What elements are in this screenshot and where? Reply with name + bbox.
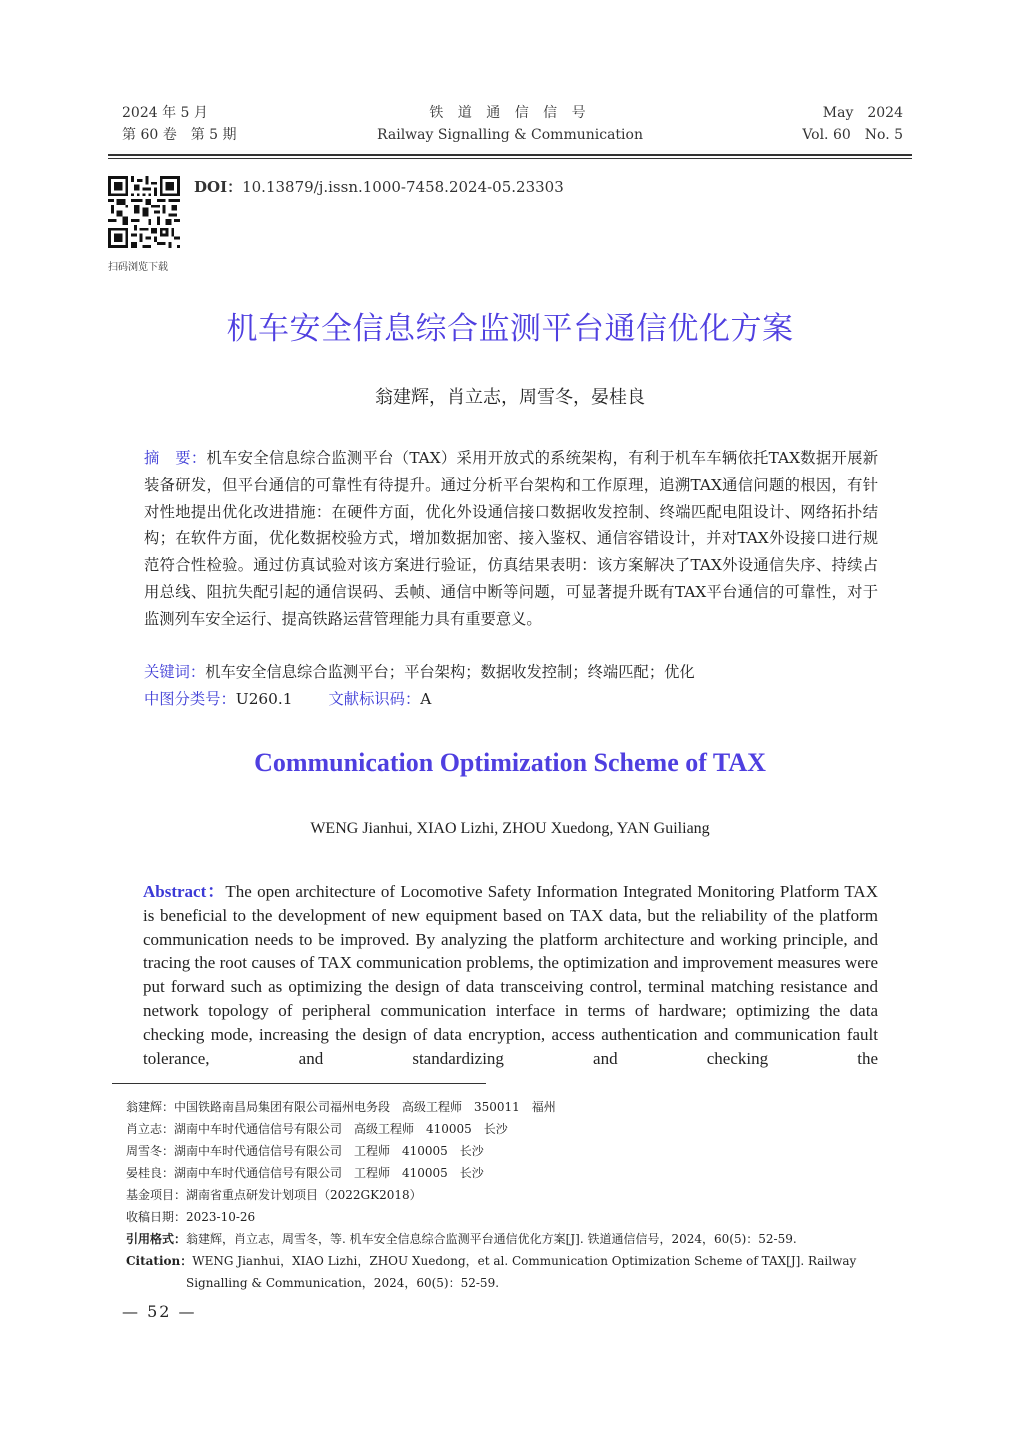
- footnotes: [126, 1096, 920, 1294]
- received-date: 收稿日期：2023-10-26: [126, 1210, 256, 1224]
- doi-value[interactable]: 10.13879/j.issn.1000-7458.2024-05.23303: [242, 178, 564, 196]
- doi-line[interactable]: [194, 176, 564, 197]
- doi-label: DOI：: [194, 178, 243, 196]
- header-date-en: May 2024: [822, 105, 903, 121]
- doc-code-value: A: [420, 690, 432, 708]
- keywords-text: 机车安全信息综合监测平台；平台架构；数据收发控制；终端匹配；优化: [205, 663, 695, 681]
- doc-code-label: 文献标识码：: [328, 690, 421, 708]
- affiliation-yan: 晏桂良：湖南中车时代通信信号有限公司 工程师 410005 长沙: [126, 1166, 484, 1180]
- clc-value: U260.1: [235, 690, 293, 708]
- citation-en-label: Citation：: [126, 1254, 193, 1268]
- journal-name-cn: 铁 道 通 信 信 号: [429, 105, 591, 121]
- title-en: Communication Optimization Scheme of TAX: [254, 748, 766, 777]
- page-number: — 52 —: [122, 1302, 197, 1321]
- classification-line: [144, 686, 878, 713]
- abstract-cn-label: 摘 要：: [144, 449, 207, 467]
- citation-en: [126, 1250, 920, 1294]
- abstract-en-label: Abstract：: [143, 882, 226, 901]
- affiliation-xiao: 肖立志：湖南中车时代通信信号有限公司 高级工程师 410005 长沙: [126, 1122, 508, 1136]
- header-rule-thick: [108, 154, 912, 156]
- abstract-en: [143, 880, 878, 1070]
- abstract-cn-text: 机车安全信息综合监测平台（TAX）采用开放式的系统架构，有利于机车车辆依托TAX数据开展新装备研发，但平台通信的可靠性有待提升。通过分析平台架构和工作原理，追溯TAX通信问题的根因，有针对性地提出优化改进措施：在硬件方面，优化外设通信接口数据收发控制、终端匹配电阻设计、网络拓扑结构；在软件方面，优化数据校验方式，增加数据加密、接入鉴权、通信容错设计，并对TAX外设接口进行规范符合性检验。通过仿真试验对该方案进行验证，仿真结果表明：该方案解决了TAX外设通信失序、持续占用总线、阻抗失配引起的通信误码、丢帧、通信中断等问题，可显著提升既有TAX平台通信的可靠性，对于监测列车安全运行、提高铁路运营管理能力具有重要意义。: [144, 449, 878, 628]
- keywords-cn: [144, 659, 878, 686]
- citation-cn: [126, 1228, 920, 1250]
- header-center: [300, 102, 720, 146]
- header-volume-en: Vol. 60 No. 5: [802, 127, 903, 143]
- clc-label: 中图分类号：: [144, 690, 236, 708]
- header-rule-thin: [108, 158, 912, 159]
- qr-code-icon[interactable]: [108, 176, 180, 248]
- affiliation-zhou: 周雪冬：湖南中车时代通信信号有限公司 工程师 410005 长沙: [126, 1144, 484, 1158]
- abstract-en-text: The open architecture of Locomotive Safety Information Integrated Monitoring Platform TAX is beneficial to the development of new equipment based on TAX data, but the reliability of the platform communication needs to be improved. By analyzing the platform architecture and working principle, and tracing the root causes of TAX communication problems, the optimization and improvement measures were put forward such as optimizing the design of data transceiving control, terminal matching resistance and network topology of peripheral communication interface in terms of hardware; optimizing the data checking mode, increasing the design of data encryption, access authentication and communication fault tolerance, and standardizing and checking the: [143, 882, 878, 1068]
- authors-en: WENG Jianhui, XIAO Lizhi, ZHOU Xuedong, YAN Guiliang: [310, 820, 710, 837]
- footnote-rule: [112, 1083, 486, 1084]
- authors-cn: 翁建辉，肖立志，周雪冬，晏桂良: [375, 387, 645, 408]
- journal-name-en: Railway Signalling & Communication: [377, 127, 643, 143]
- header-date-cn: 2024 年 5 月: [122, 105, 208, 121]
- title-cn: 机车安全信息综合监测平台通信优化方案: [226, 311, 794, 347]
- citation-cn-label: 引用格式：: [126, 1232, 187, 1246]
- citation-cn-text: 翁建辉，肖立志，周雪冬，等. 机车安全信息综合监测平台通信优化方案[J]. 铁道通信信号，2024，60(5)：52-59.: [186, 1232, 797, 1246]
- header-left: [122, 102, 237, 146]
- affiliation-weng: 翁建辉：中国铁路南昌局集团有限公司福州电务段 高级工程师 350011 福州: [126, 1100, 556, 1114]
- fund-note: 基金项目：湖南省重点研发计划项目（2022GK2018）: [126, 1188, 422, 1202]
- header-volume-cn: 第 60 卷 第 5 期: [122, 127, 237, 143]
- header-right: [802, 102, 903, 146]
- keywords-label: 关键词：: [144, 663, 206, 681]
- citation-en-text: WENG Jianhui，XIAO Lizhi，ZHOU Xuedong，et al. Communication Optimization Scheme of TAX[J]. Railway Signalling & Communication，2024，60(5)：52-59.: [186, 1254, 857, 1290]
- abstract-cn: [144, 445, 878, 633]
- qr-caption: 扫码浏览下载: [108, 262, 168, 273]
